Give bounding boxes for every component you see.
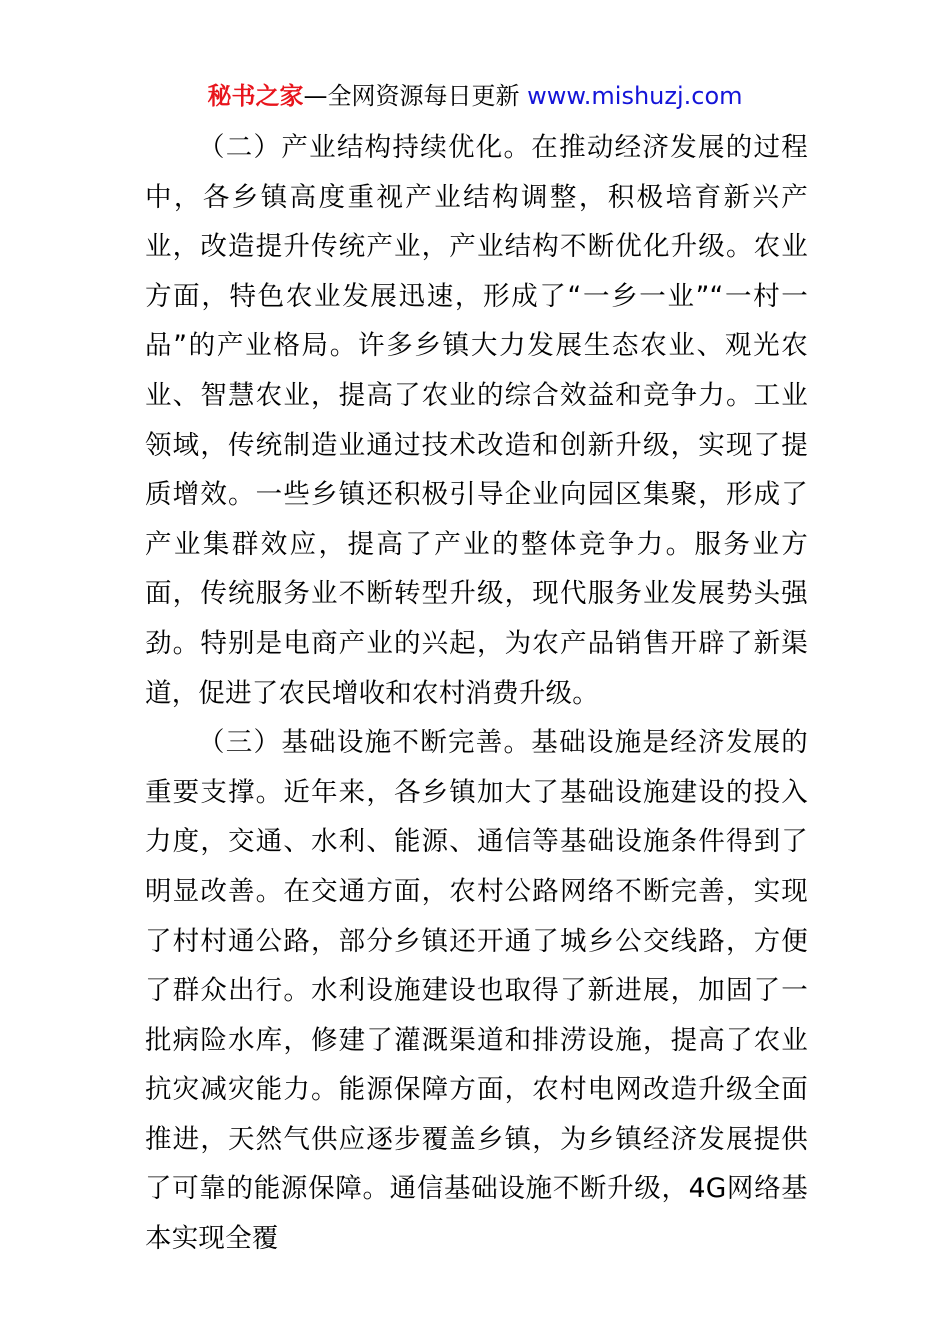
header-tagline: —全网资源每日更新 [303,82,520,110]
paragraph-infrastructure: （三）基础设施不断完善。基础设施是经济发展的重要支撑。近年来，各乡镇加大了基础设施建设的投入力度，交通、水利、能源、通信等基础设施条件得到了明显改善。在交通方面，农村公路网络不断完善，实现了村村通公路，部分乡镇还开通了城乡公交线路，方便了群众出行。水利设施建设也取得了新进展，加固了一批病险水库，修建了灌溉渠道和排涝设施，提高了农业抗灾减灾能力。能源保障方面，农村电网改造升级全面推进，天然气供应逐步覆盖乡镇，为乡镇经济发展提供了可靠的能源保障。通信基础设施不断升级，4G网络基本实现全覆 [145,727,808,1255]
paragraph-industrial-structure: （二）产业结构持续优化。在推动经济发展的过程中，各乡镇高度重视产业结构调整，积极培育新兴产业，改造提升传统产业，产业结构不断优化升级。农业方面，特色农业发展迅速，形成了“一乡一业”“一村一品”的产业格局。许多乡镇大力发展生态农业、观光农业、智慧农业，提高了农业的综合效益和竞争力。工业领域，传统制造业通过技术改造和创新升级，实现了提质增效。一些乡镇还积极引导企业向园区集聚，形成了产业集群效应，提高了产业的整体竞争力。服务业方面，传统服务业不断转型升级，现代服务业发展势头强劲。特别是电商产业的兴起，为农产品销售开辟了新渠道，促进了农民增收和农村消费升级。 [145,132,808,709]
header-brand: 秘书之家 [207,82,304,110]
header-site-link[interactable]: www.mishuzj.com [527,82,743,110]
document-body [145,123,808,1264]
page-header [0,78,950,114]
